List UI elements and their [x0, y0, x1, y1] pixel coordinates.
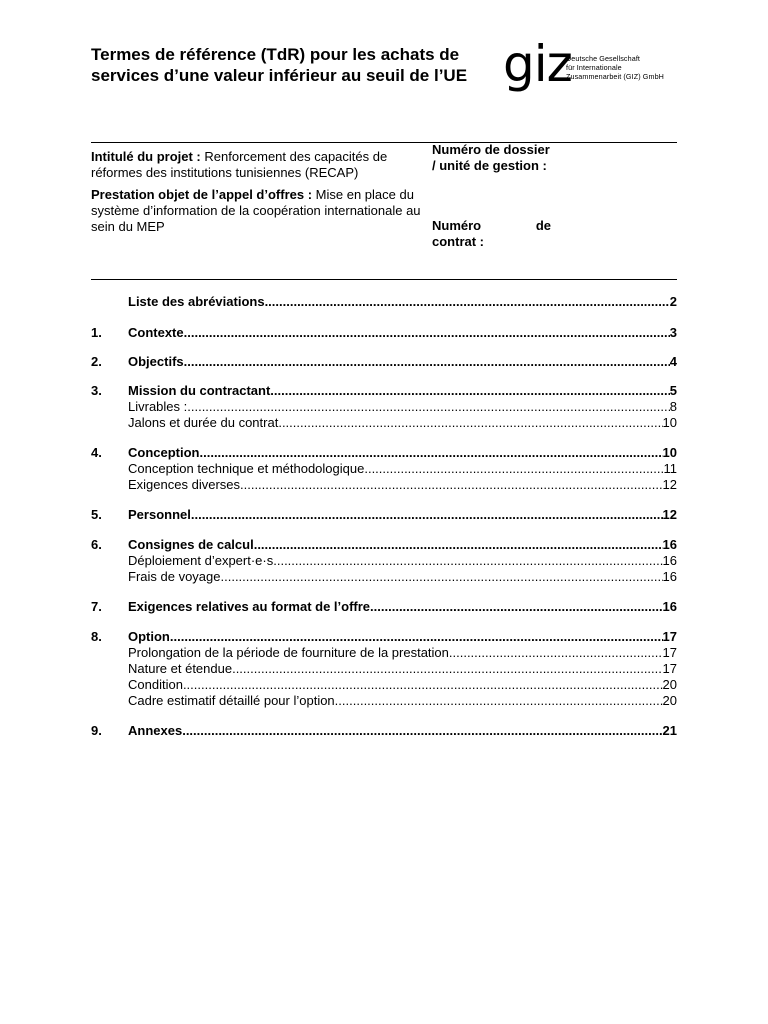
- toc-entry[interactable]: [91, 415, 677, 431]
- toc-entry[interactable]: [91, 599, 677, 615]
- toc-entry[interactable]: [91, 383, 677, 399]
- toc-entry[interactable]: [91, 645, 677, 661]
- toc-dot-leader: [273, 553, 662, 569]
- toc-entry-page: 8: [669, 399, 677, 414]
- toc-dot-leader: [232, 661, 662, 677]
- middle-divider: [91, 279, 677, 280]
- toc-entry[interactable]: [91, 661, 677, 677]
- logo-line: Deutsche Gesellschaft: [566, 54, 641, 63]
- project-info: [91, 149, 421, 241]
- toc-entry-page: 4: [669, 354, 677, 369]
- toc-entry-page: 17: [662, 645, 677, 660]
- document-title: Termes de référence (TdR) pour les achats de services d’une valeur inférieur au seuil de l’UE: [91, 45, 468, 85]
- toc-entry-label: Annexes: [128, 723, 183, 738]
- contract-label-part: Numéro: [432, 218, 482, 233]
- toc-entry-number: 7.: [91, 599, 102, 614]
- toc-entry[interactable]: [91, 477, 677, 493]
- project-title-field: [91, 149, 421, 181]
- toc-entry-label: Option: [128, 629, 170, 644]
- top-divider: [91, 142, 677, 143]
- toc-entry-page: 11: [663, 461, 677, 476]
- giz-logo: [503, 35, 678, 96]
- toc-entry-label: Contexte: [128, 325, 184, 340]
- contract-label-part: contrat :: [432, 234, 484, 249]
- toc-entry-page: 16: [662, 569, 677, 584]
- toc-dot-leader: [170, 629, 663, 645]
- logo-line: Zusammenarbeit (GIZ) GmbH: [566, 72, 664, 81]
- toc-entry-page: 10: [662, 415, 677, 430]
- logo-line: für Internationale: [566, 63, 622, 72]
- toc-entry-page: 10: [662, 445, 677, 460]
- toc-entry-label: Frais de voyage: [128, 569, 221, 584]
- toc-entry-page: 16: [662, 537, 677, 552]
- toc-entry-label: Nature et étendue: [128, 661, 233, 676]
- toc-entry-label: Objectifs: [128, 354, 184, 369]
- toc-entry[interactable]: [91, 399, 677, 415]
- contract-number-label: [432, 218, 551, 250]
- toc-dot-leader: [184, 325, 670, 341]
- toc-entry-number: 6.: [91, 537, 102, 552]
- toc-dot-leader: [240, 477, 663, 493]
- toc-entry-page: 12: [662, 507, 677, 522]
- toc-dot-leader: [184, 354, 670, 370]
- toc-entry-number: 2.: [91, 354, 102, 369]
- toc-dot-leader: [370, 599, 662, 615]
- toc-entry-label: Liste des abréviations: [128, 294, 265, 309]
- toc-dot-leader: [278, 415, 662, 431]
- toc-dot-leader: [449, 645, 663, 661]
- toc-entry[interactable]: [91, 354, 677, 370]
- toc-entry[interactable]: [91, 294, 677, 310]
- toc-entry-number: 4.: [91, 445, 102, 460]
- toc-entry-label: Personnel: [128, 507, 191, 522]
- toc-entry-page: 16: [662, 599, 677, 614]
- toc-entry-page: 20: [662, 677, 677, 692]
- toc-entry-label: Livrables :: [128, 399, 188, 414]
- contract-label-part: de: [535, 218, 551, 233]
- toc-entry[interactable]: [91, 569, 677, 585]
- toc-dot-leader: [254, 537, 663, 553]
- toc-entry-label: Conception technique et méthodologique: [128, 461, 365, 476]
- table-of-contents: [91, 294, 677, 739]
- toc-entry[interactable]: [91, 537, 677, 553]
- toc-entry[interactable]: [91, 629, 677, 645]
- toc-dot-leader: [191, 507, 663, 523]
- toc-entry[interactable]: [91, 553, 677, 569]
- toc-dot-leader: [183, 677, 663, 693]
- toc-entry-label: Prolongation de la période de fourniture de la prestation: [128, 645, 449, 660]
- toc-entry-page: 16: [662, 553, 677, 568]
- toc-dot-leader: [270, 383, 669, 399]
- toc-entry[interactable]: [91, 677, 677, 693]
- toc-entry-number: 1.: [91, 325, 102, 340]
- toc-entry[interactable]: [91, 445, 677, 461]
- toc-entry-page: 2: [669, 294, 677, 309]
- toc-entry-label: Condition: [128, 677, 183, 692]
- project-title-value: Renforcement des capacités de réformes des institutions tunisiennes (RECAP): [91, 149, 388, 180]
- prestation-label: Prestation objet de l’appel d’offres :: [91, 187, 313, 202]
- toc-entry[interactable]: [91, 693, 677, 709]
- toc-entry-page: 17: [662, 661, 677, 676]
- giz-logo-text: [566, 54, 664, 81]
- toc-entry-label: Jalons et durée du contrat: [128, 415, 279, 430]
- toc-entry-label: Exigences relatives au format de l’offre: [128, 599, 371, 614]
- toc-dot-leader: [200, 445, 663, 461]
- toc-entry[interactable]: [91, 461, 677, 477]
- toc-entry[interactable]: [91, 507, 677, 523]
- toc-dot-leader: [335, 693, 663, 709]
- toc-entry-label: Cadre estimatif détaillé pour l’option: [128, 693, 335, 708]
- toc-entry-page: 20: [662, 693, 677, 708]
- toc-dot-leader: [182, 723, 662, 739]
- toc-entry-page: 5: [669, 383, 677, 398]
- toc-entry-page: 12: [662, 477, 677, 492]
- toc-entry-number: 3.: [91, 383, 102, 398]
- toc-entry[interactable]: [91, 723, 677, 739]
- toc-entry-number: 9.: [91, 723, 102, 738]
- prestation-value: Mise en place du système d’information de la coopération internationale au sein du MEP: [91, 187, 421, 234]
- toc-entry-label: Déploiement d’expert·e·s: [128, 553, 274, 568]
- toc-dot-leader: [187, 399, 670, 415]
- toc-entry-page: 17: [662, 629, 677, 644]
- toc-entry-label: Exigences diverses: [128, 477, 240, 492]
- toc-entry-number: 8.: [91, 629, 102, 644]
- toc-entry-number: 5.: [91, 507, 102, 522]
- toc-entry-label: Conception: [128, 445, 200, 460]
- toc-dot-leader: [265, 294, 670, 310]
- dossier-number-label: Numéro de dossier / unité de gestion :: [432, 142, 550, 173]
- toc-entry-page: 21: [662, 723, 677, 738]
- toc-dot-leader: [364, 461, 663, 477]
- toc-entry-label: Mission du contractant: [128, 383, 271, 398]
- toc-entry-page: 3: [669, 325, 677, 340]
- project-title-label: Intitulé du projet :: [91, 149, 201, 164]
- toc-entry-label: Consignes de calcul: [128, 537, 254, 552]
- toc-dot-leader: [221, 569, 663, 585]
- giz-logo-mark: giz: [503, 35, 572, 93]
- toc-entry[interactable]: [91, 325, 677, 341]
- prestation-field: [91, 187, 421, 235]
